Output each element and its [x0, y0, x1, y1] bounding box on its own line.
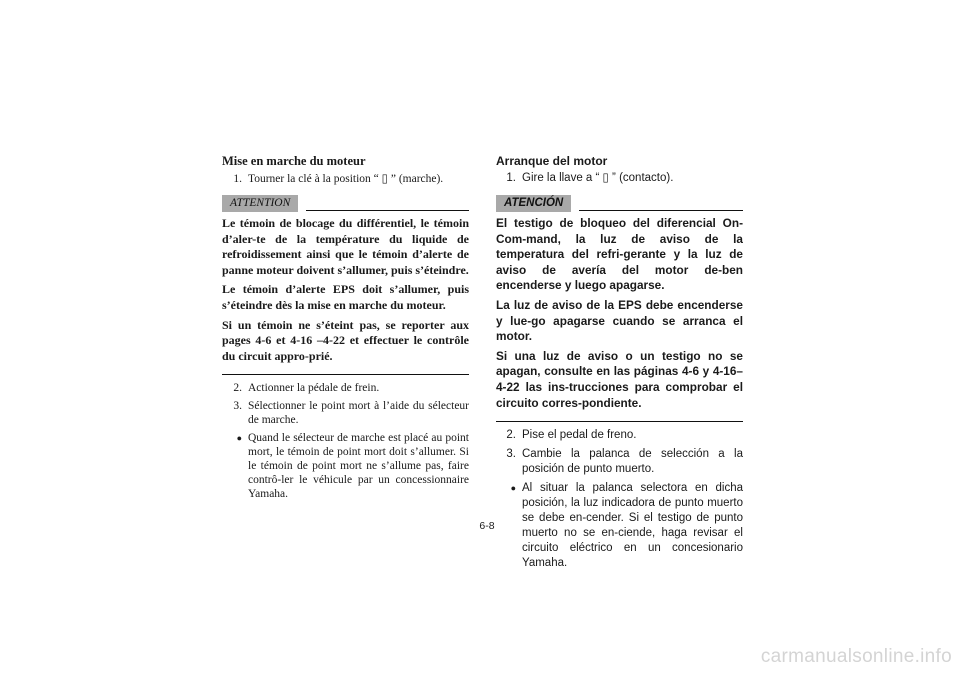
bullet-icon: ● [236, 433, 242, 444]
warning-body [496, 216, 743, 422]
bullet-note [222, 431, 469, 501]
warning-rule [579, 210, 743, 211]
section-heading: Arranque del motor [496, 154, 608, 168]
warning-header [496, 194, 743, 212]
page-number: 6-8 [479, 520, 495, 532]
warning-paragraph: La luz de aviso de la EPS debe encenderse y lue-go apagarse cuando se arranca el motor. [496, 297, 743, 344]
bullet-text: Al situar la palanca selectora en dicha posición, la luz indicadora de punto muerto se debe en-cender. Si el testigo de punto muerto no se en-ciende, haga revisar el circuito eléctrico en un concesionario Yamaha. [522, 482, 743, 570]
warning-rule [306, 210, 469, 211]
spanish-column [496, 150, 743, 575]
step-1 [222, 172, 469, 186]
step-text: Cambie la palanca de selección a la posición de punto muerto. [522, 448, 743, 476]
warning-label: ATENCIÓN [496, 195, 571, 212]
step-number: 1. [506, 172, 516, 184]
warning-paragraph: Le témoin d’alerte EPS doit s’allumer, puis s’éteindre dès la mise en marche du moteur. [222, 282, 469, 312]
watermark: carmanualsonline.info [760, 646, 952, 667]
step-text: Tourner la clé à la position “ ▯ ” (marche). [248, 173, 444, 185]
warning-paragraph: Si una luz de aviso o un testigo no se apagan, consulte en las páginas 4-6 y 4-16–4-22 las ins-trucciones para comprobar el circuito corres-pondiente. [496, 348, 743, 410]
french-column [222, 150, 469, 505]
step-1 [496, 171, 743, 186]
warning-body [222, 216, 469, 375]
step-text: Pise el pedal de freno. [522, 429, 637, 442]
step-number: 3. [233, 400, 242, 413]
step-2 [222, 381, 469, 395]
bullet-icon: ● [510, 483, 516, 494]
warning-paragraph: Le témoin de blocage du différentiel, le témoin d’aler-te de la température du liquide de refroidissement ainsi que le témoin d’alerte de panne moteur doivent s’allumer, puis s’éteindre. [222, 216, 469, 277]
warning-header [222, 194, 469, 212]
warning-paragraph: El testigo de bloqueo del diferencial On-Com-mand, la luz de aviso de la temperatura del refri-gerante y la luz de aviso de avería del motor de-ben encenderse y luego apagarse. [496, 216, 743, 293]
step-2 [496, 428, 743, 443]
warning-label: ATTENTION [222, 195, 298, 212]
step-text: Actionner la pédale de frein. [248, 382, 380, 395]
section-heading: Mise en marche du moteur [222, 154, 366, 168]
step-number: 3. [506, 448, 516, 461]
step-3 [222, 399, 469, 427]
bullet-note [496, 481, 743, 571]
warning-paragraph: Si un témoin ne s’éteint pas, se reporter aux pages 4-6 et 4-16 –4-22 et effectuer le contrôle du circuit appro-prié. [222, 317, 469, 363]
step-number: 2. [506, 429, 516, 442]
bullet-text: Quand le sélecteur de marche est placé au point mort, le témoin de point mort doit s’allumer. Si le témoin de point mort ne s’allume pas, faire contrô-ler le véhicule par un concessionnaire Yamaha. [248, 432, 469, 501]
step-number: 1. [233, 173, 242, 185]
step-text: Sélectionner le point mort à l’aide du sélecteur de marche. [248, 400, 469, 427]
step-3 [496, 447, 743, 477]
step-number: 2. [233, 382, 242, 395]
step-text: Gire la llave a “ ▯ ” (contacto). [522, 172, 674, 184]
